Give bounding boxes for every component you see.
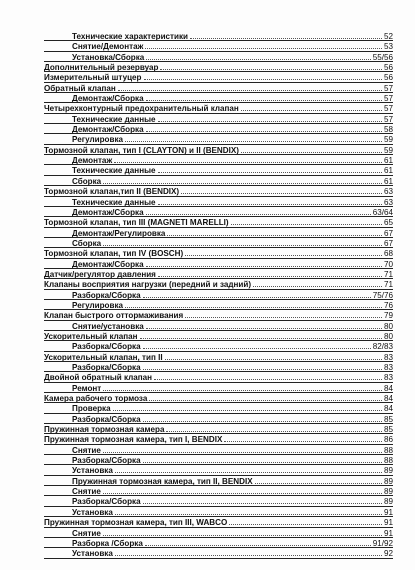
toc-entry-title: Сборка <box>72 176 102 186</box>
dot-leader <box>115 548 382 556</box>
toc-entry-title: Разборка/Сборка <box>72 290 141 300</box>
toc-subsection-row <box>44 414 393 424</box>
toc-entry-title: Технические данные <box>72 197 156 207</box>
toc-entry-title: Регулировка <box>72 300 123 310</box>
toc-page-number: 86 <box>383 435 393 445</box>
toc-entry-title: Демонтаж/Сборка <box>72 207 144 217</box>
toc-entry-title: Технические характеристики <box>72 32 189 41</box>
toc-subsection-row <box>44 259 393 269</box>
toc-section-row <box>44 393 393 403</box>
row-rule <box>44 558 393 559</box>
toc-subsection-row <box>44 93 393 103</box>
dot-leader <box>118 83 382 91</box>
toc-entry-title: Снятие <box>72 528 101 538</box>
toc-page-number: 61 <box>383 166 393 176</box>
toc-entry-title: Тормозной клапан, тип III (MAGNETI MARELLI) <box>44 218 229 228</box>
dot-leader <box>231 217 382 225</box>
toc-page-number: 89 <box>383 487 393 497</box>
toc-page-number: 83 <box>383 373 393 383</box>
dot-leader <box>103 486 382 494</box>
toc-subsection-row <box>44 455 393 465</box>
toc-page-number: 89 <box>383 476 393 486</box>
toc-page-number: 91 <box>383 528 393 538</box>
dot-leader <box>224 434 382 442</box>
dot-leader <box>145 41 382 49</box>
toc-page-number: 63 <box>383 187 393 197</box>
toc-subsection-row <box>44 197 393 207</box>
toc-subsection-row <box>44 290 393 300</box>
toc-entry-title: Дополнительный резервуар <box>44 63 159 73</box>
dot-leader <box>146 52 370 60</box>
dot-leader <box>181 186 382 194</box>
toc-page-number: 89 <box>383 497 393 507</box>
toc-section-row <box>44 217 393 227</box>
toc-page-number: 65 <box>383 218 393 228</box>
dot-leader <box>103 528 382 536</box>
dot-leader <box>144 72 382 80</box>
dot-leader <box>143 414 382 422</box>
toc-entry-title: Пружинная тормозная камера, тип II, BENDIX <box>72 476 253 486</box>
dot-leader <box>146 321 382 329</box>
toc-subsection-row <box>44 362 393 372</box>
toc-section-row <box>44 83 393 93</box>
toc-subsection-row <box>44 538 393 548</box>
toc-entry-title: Измерительный штуцер <box>44 73 142 83</box>
toc-subsection-row <box>44 228 393 238</box>
toc-page-number: 63 <box>383 197 393 207</box>
toc-entry-title: Разборка/Сборка <box>72 342 141 352</box>
toc-entry-title: Разборка/Сборка <box>72 363 141 372</box>
toc-entry-title: Регулировка <box>72 135 123 145</box>
dot-leader <box>158 269 382 277</box>
toc-section-row <box>44 434 393 444</box>
toc-subsection-row <box>44 124 393 134</box>
dot-leader <box>185 310 382 318</box>
dot-leader <box>113 403 382 411</box>
toc-section-row <box>44 103 393 113</box>
toc-entry-title: Разборка /Сборка <box>72 538 143 548</box>
dot-leader <box>103 383 382 391</box>
dot-leader <box>143 455 382 463</box>
toc-entry-title: Технические данные <box>72 114 156 124</box>
dot-leader <box>253 279 382 287</box>
toc-entry-title: Ремонт <box>72 383 102 393</box>
toc-entry-title: Демонтаж <box>72 156 113 166</box>
dot-leader <box>229 517 382 525</box>
dot-leader <box>185 248 382 256</box>
toc-page-number: 76 <box>383 300 393 310</box>
toc-subsection-row <box>44 155 393 165</box>
toc-entry-title: Демонтаж/Сборка <box>72 125 144 135</box>
toc-subsection-row <box>44 476 393 486</box>
dot-leader <box>158 114 382 122</box>
dot-leader <box>165 352 382 360</box>
toc-subsection-row <box>44 383 393 393</box>
toc-page-number: 91 <box>383 518 393 528</box>
dot-leader <box>146 93 382 101</box>
dot-leader <box>145 538 371 546</box>
toc-subsection-row <box>44 300 393 310</box>
toc-page-number: 57 <box>383 83 393 93</box>
toc-page-number: 67 <box>383 238 393 248</box>
toc-entry-title: Камера рабочего тормоза <box>44 394 148 404</box>
dot-leader <box>115 465 382 473</box>
toc-entry-title: Четырехконтурный предохранительный клапан <box>44 104 239 114</box>
toc-page-number: 61 <box>383 156 393 166</box>
toc-subsection-row <box>44 496 393 506</box>
toc-page-number: 83 <box>383 352 393 362</box>
toc-page-number: 89 <box>383 466 393 476</box>
toc-page-number: 63/64 <box>372 207 393 217</box>
toc-page-number: 83 <box>383 363 393 372</box>
toc-page-number: 68 <box>383 249 393 259</box>
toc-page-number: 91 <box>383 507 393 517</box>
toc-section-row <box>44 310 393 320</box>
toc-page-number: 85 <box>383 425 393 435</box>
toc-entry-title: Установка <box>72 507 113 517</box>
table-of-contents <box>44 31 393 559</box>
toc-entry-title: Установка <box>72 549 113 559</box>
toc-entry-title: Тормозной клапан, тип IV (BOSCH) <box>44 249 184 259</box>
dot-leader <box>149 393 382 401</box>
toc-entry-title: Демонтаж/Сборка <box>72 259 144 269</box>
toc-subsection-row <box>44 31 393 41</box>
toc-subsection-row <box>44 321 393 331</box>
toc-section-row <box>44 62 393 72</box>
toc-section-row <box>44 372 393 382</box>
dot-leader <box>146 124 382 132</box>
toc-page-number: 59 <box>383 145 393 155</box>
toc-entry-title: Разборка/Сборка <box>72 497 141 507</box>
toc-entry-title: Демонтаж/Сборка <box>72 94 144 104</box>
toc-section-row <box>44 331 393 341</box>
toc-page-number: 59 <box>383 135 393 145</box>
toc-subsection-row <box>44 465 393 475</box>
toc-subsection-row <box>44 52 393 62</box>
toc-entry-title: Ускорительный клапан <box>44 331 138 341</box>
toc-entry-title: Двойной обратный клапан <box>44 373 153 383</box>
dot-leader <box>146 207 371 215</box>
toc-page-number: 79 <box>383 311 393 321</box>
toc-page-number: 84 <box>383 404 393 414</box>
toc-subsection-row <box>44 445 393 455</box>
toc-entry-title: Сборка <box>72 238 102 248</box>
toc-subsection-row <box>44 341 393 351</box>
dot-leader <box>255 476 382 484</box>
dot-leader <box>125 300 382 308</box>
dot-leader <box>143 290 371 298</box>
dot-leader <box>114 155 382 163</box>
toc-section-row <box>44 424 393 434</box>
toc-page-number: 57 <box>383 104 393 114</box>
dot-leader <box>158 197 382 205</box>
toc-section-row <box>44 352 393 362</box>
toc-page-number: 91/92 <box>372 538 393 548</box>
dot-leader <box>115 507 382 515</box>
toc-subsection-row <box>44 134 393 144</box>
dot-leader <box>154 372 382 380</box>
dot-leader <box>103 445 382 453</box>
toc-page-number: 70 <box>383 259 393 269</box>
toc-entry-title: Технические данные <box>72 166 156 176</box>
toc-page-number: 88 <box>383 456 393 466</box>
toc-subsection-row <box>44 486 393 496</box>
toc-subsection-row <box>44 176 393 186</box>
toc-section-row <box>44 145 393 155</box>
toc-page-number: 53 <box>383 42 393 52</box>
toc-subsection-row <box>44 165 393 175</box>
toc-subsection-row <box>44 403 393 413</box>
toc-subsection-row <box>44 528 393 538</box>
toc-page-number: 61 <box>383 176 393 186</box>
dot-leader <box>166 424 382 432</box>
toc-entry-title: Установка <box>72 466 113 476</box>
toc-page-number: 55/56 <box>372 52 393 62</box>
toc-entry-title: Снятие <box>72 487 101 497</box>
toc-entry-title: Снятие/установка <box>72 321 144 331</box>
dot-leader <box>241 103 382 111</box>
toc-entry-title: Проверка <box>72 404 111 414</box>
toc-subsection-row <box>44 41 393 51</box>
toc-entry-title: Датчик/регулятор давления <box>44 269 156 279</box>
toc-page-number: 67 <box>383 228 393 238</box>
toc-section-row <box>44 186 393 196</box>
toc-entry-title: Тормозной клапан,тип II (BENDIX) <box>44 187 180 197</box>
toc-page-number: 82/83 <box>372 342 393 352</box>
toc-section-row <box>44 72 393 82</box>
toc-entry-title: Снятие/Демонтаж <box>72 42 144 52</box>
toc-page-number: 84 <box>383 383 393 393</box>
toc-subsection-row <box>44 238 393 248</box>
toc-section-row <box>44 248 393 258</box>
toc-page-number: 92 <box>383 549 393 559</box>
toc-section-row <box>44 279 393 289</box>
toc-subsection-row <box>44 548 393 558</box>
toc-page-number: 71 <box>383 280 393 290</box>
toc-page-number: 80 <box>383 331 393 341</box>
toc-subsection-row <box>44 207 393 217</box>
toc-entry-title: Тормозной клапан, тип I (CLAYTON) и II (BENDIX) <box>44 145 239 155</box>
dot-leader <box>125 134 382 142</box>
toc-entry-title: Пружинная тормозная камера, тип I, BENDIX <box>44 435 223 445</box>
toc-entry-title: Демонтаж/Регулировка <box>72 228 166 238</box>
toc-page-number: 88 <box>383 445 393 455</box>
toc-page-number: 57 <box>383 114 393 124</box>
dot-leader <box>143 362 382 370</box>
toc-page-number: 80 <box>383 321 393 331</box>
toc-entry-title: Клапан быстрого оттормаживания <box>44 311 184 321</box>
toc-entry-title: Обратный клапан <box>44 83 116 93</box>
dot-leader <box>143 341 371 349</box>
toc-entry-title: Разборка/Сборка <box>72 456 141 466</box>
toc-page-number: 52 <box>383 32 393 41</box>
dot-leader <box>167 228 382 236</box>
dot-leader <box>143 496 382 504</box>
toc-page-number: 75/76 <box>372 290 393 300</box>
dot-leader <box>158 165 382 173</box>
toc-page-number: 57 <box>383 94 393 104</box>
toc-subsection-row <box>44 507 393 517</box>
toc-page-number: 58 <box>383 125 393 135</box>
toc-page-number: 71 <box>383 269 393 279</box>
toc-entry-title: Снятие <box>72 445 101 455</box>
toc-entry-title: Пружинная тормозная камера, тип III, WABCO <box>44 518 228 528</box>
toc-entry-title: Ускорительный клапан, тип II <box>44 352 163 362</box>
dot-leader <box>160 62 382 70</box>
dot-leader <box>140 331 382 339</box>
toc-subsection-row <box>44 114 393 124</box>
toc-section-row <box>44 517 393 527</box>
dot-leader <box>241 145 382 153</box>
dot-leader <box>190 31 382 39</box>
toc-entry-title: Установка/Сборка <box>72 52 145 62</box>
toc-page-number: 84 <box>383 394 393 404</box>
toc-entry-title: Пружинная тормозная камера <box>44 425 165 435</box>
toc-page-number: 56 <box>383 73 393 83</box>
dot-leader <box>103 238 382 246</box>
toc-page-number: 56 <box>383 63 393 73</box>
dot-leader <box>103 176 382 184</box>
toc-entry-title: Разборка/Сборка <box>72 414 141 424</box>
dot-leader <box>146 259 382 267</box>
toc-section-row <box>44 269 393 279</box>
toc-page-number: 85 <box>383 414 393 424</box>
toc-entry-title: Клапаны восприятия нагрузки (передний и задний) <box>44 280 252 290</box>
